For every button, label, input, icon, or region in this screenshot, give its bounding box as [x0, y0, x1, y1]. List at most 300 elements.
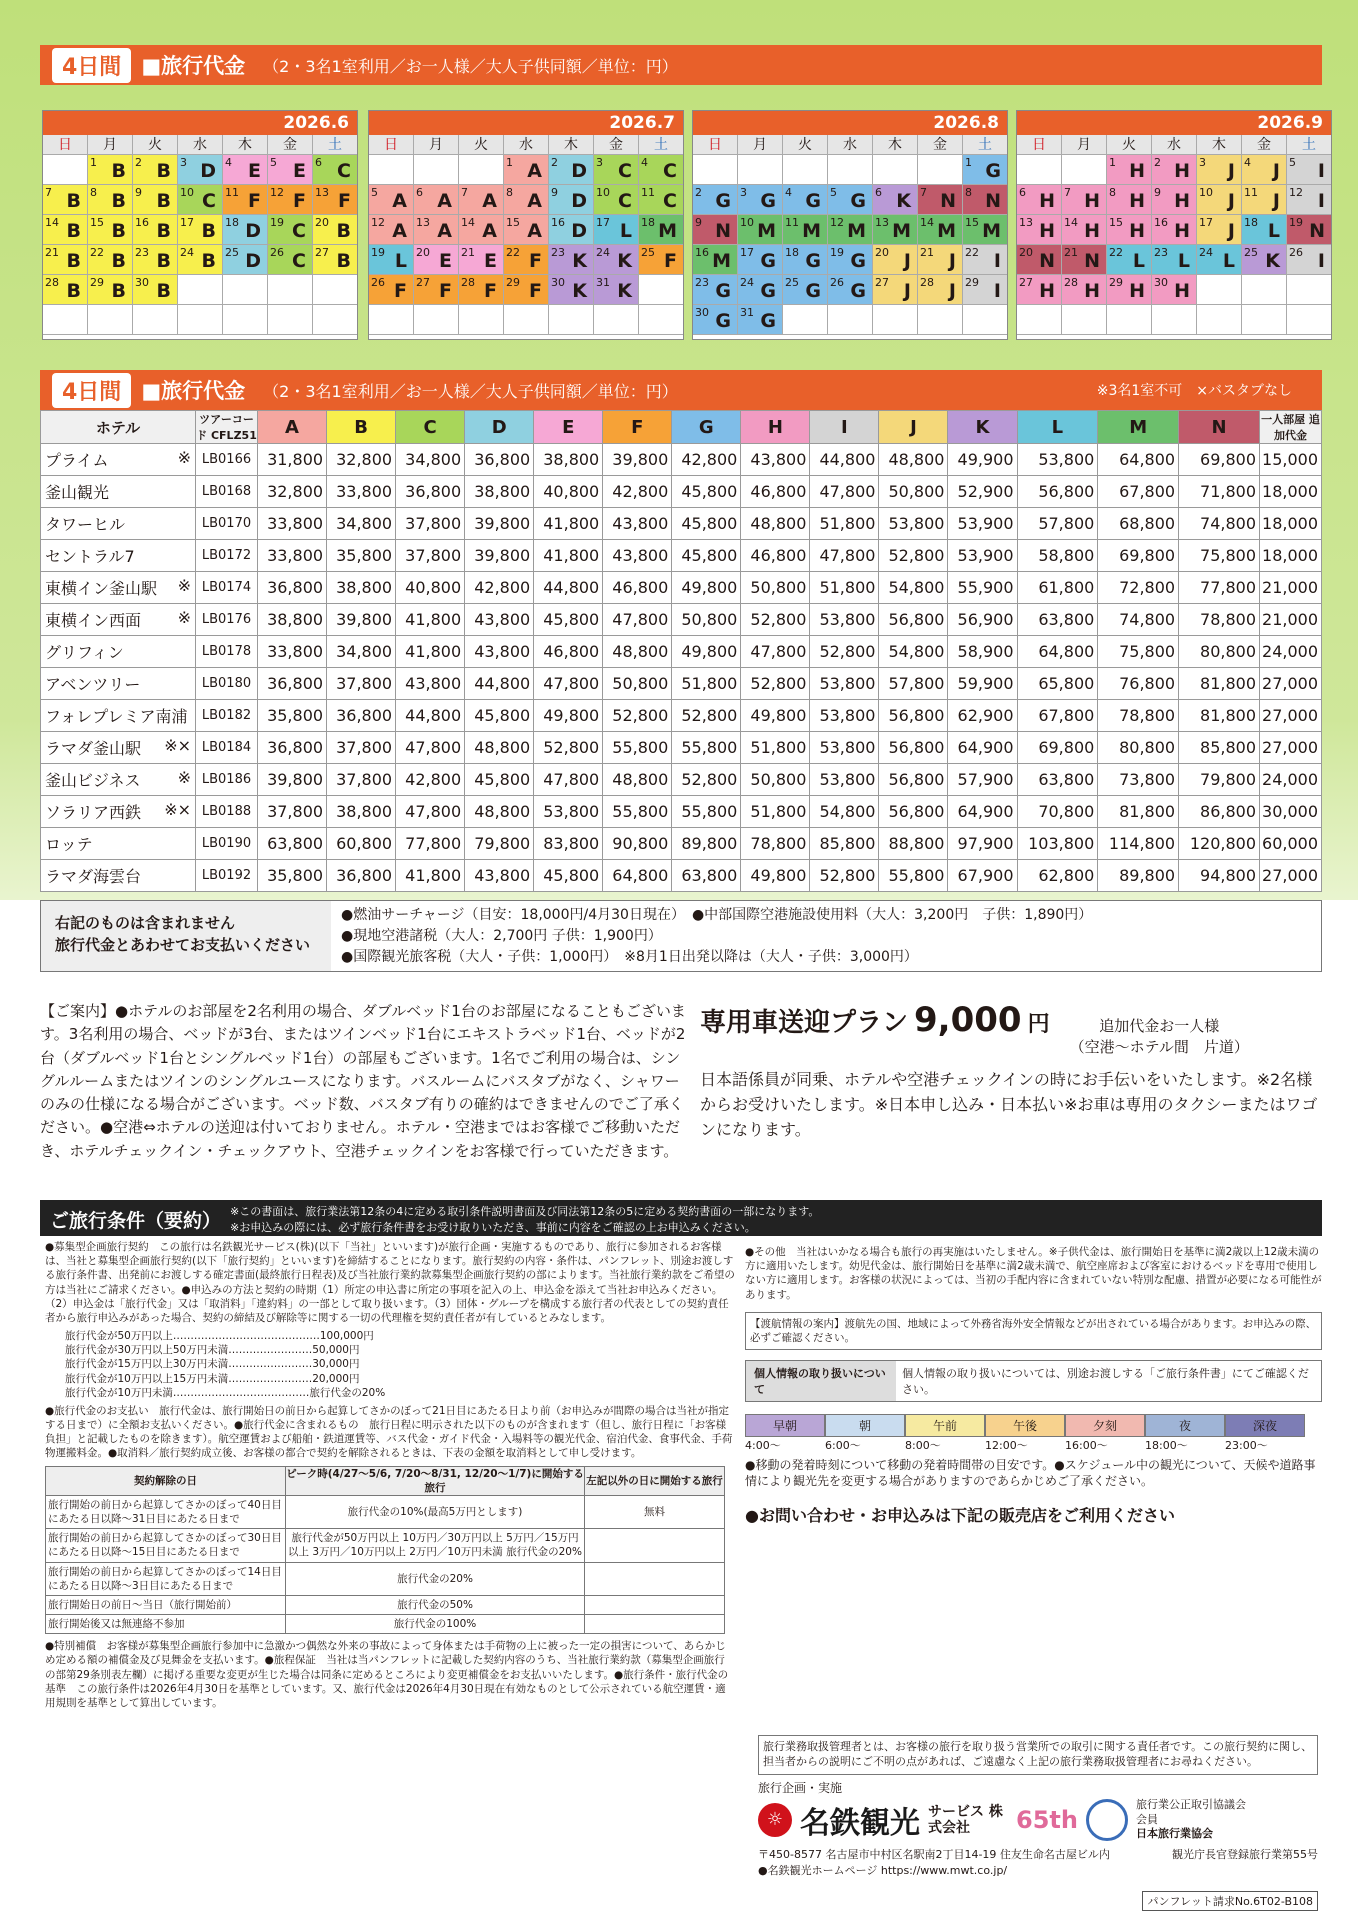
time-segment: 夜 — [1145, 1414, 1225, 1437]
day-number: 27 — [1019, 276, 1033, 289]
calendar-day — [1197, 215, 1242, 245]
day-number: 26 — [830, 276, 844, 289]
tour-code: LB0174 — [196, 572, 258, 604]
price-rank: G — [715, 280, 731, 302]
day-number: 21 — [920, 246, 934, 259]
price-rank: H — [1129, 160, 1145, 182]
calendar-day — [783, 305, 828, 335]
other-text: ●その他 当社はいかなる場合も旅行の再実施はいたしません。※子供代金は、旅行開始日を基準に満2歳以上12歳未満の方に適用いたします。幼児代金は、旅行開始日を基準に満2歳未満で、航空座席および客室におけるベッドを専用で使用しない方に適用します。お客様の状況によっては、当初の手配内容に含まれていない特別な配慮、措置が必要になる可能性があります。 — [745, 1246, 1322, 1301]
conditions-note-2: ※お申込みの際には、必ず旅行条件書をお受け取りいただき、事前に内容をご確認の上お申込みください。 — [230, 1221, 756, 1234]
day-number: 16 — [551, 216, 565, 229]
price-cell: 78,800 — [1179, 604, 1260, 636]
calendar-title: 2026.6 — [43, 111, 357, 135]
price-cell: 48,800 — [879, 444, 948, 476]
calendar-day — [43, 155, 88, 185]
day-number: 21 — [45, 246, 59, 259]
time-segment: 朝 — [825, 1414, 905, 1437]
tour-code: LB0178 — [196, 636, 258, 668]
calendar-day — [783, 185, 828, 215]
price-rank: J — [903, 250, 911, 272]
price-cell: 52,800 — [741, 604, 810, 636]
calendar-month — [42, 110, 358, 340]
calendar-day — [1242, 305, 1287, 335]
price-rank: A — [437, 220, 452, 242]
price-cell: 18,000 — [1260, 540, 1322, 572]
price-cell: 120,800 — [1179, 828, 1260, 860]
rank-header: G — [672, 411, 741, 444]
price-cell: 73,800 — [1098, 764, 1179, 796]
price-rank: D — [571, 190, 587, 212]
price-cell: 45,800 — [465, 764, 534, 796]
day-number: 9 — [135, 186, 142, 199]
day-number: 9 — [1154, 186, 1161, 199]
price-cell: 36,800 — [396, 476, 465, 508]
day-number: 29 — [506, 276, 520, 289]
deposit-item: 旅行代金が50万円以上……………………………………100,000円 — [65, 1330, 374, 1343]
price-rank: N — [1084, 250, 1100, 272]
calendar-day — [223, 185, 268, 215]
contact-text: ●お問い合わせ・お申込みは下記の販売店をご利用ください — [745, 1506, 1175, 1526]
calendar-day — [828, 275, 873, 305]
calendar-day — [549, 245, 594, 275]
time-ticks — [745, 1437, 1305, 1453]
price-rank: K — [617, 250, 632, 272]
price-rank: F — [293, 190, 306, 212]
banner-subtitle: （2・3名1室利用／お一人様／大人子供同額／単位：円） — [263, 381, 678, 401]
calendar-day — [313, 185, 357, 215]
plan-yen: 円 — [1027, 1012, 1050, 1037]
hotel-cell — [41, 828, 196, 860]
agent-website[interactable]: ●名鉄観光ホームページ https://www.mwt.co.jp/ — [758, 1863, 1008, 1877]
day-number: 28 — [461, 276, 475, 289]
cancel-cell — [585, 1595, 725, 1614]
price-rank: E — [293, 160, 306, 182]
day-number: 3 — [740, 186, 747, 199]
price-cell: 75,800 — [1098, 636, 1179, 668]
calendar-day — [369, 275, 414, 305]
calendar-day — [459, 245, 504, 275]
calendar-day — [963, 275, 1007, 305]
calendar-day — [783, 155, 828, 185]
single-supplement-header: 一人部屋 追加代金 — [1260, 411, 1322, 444]
price-cell: 50,800 — [741, 764, 810, 796]
hotel-mark: ※ — [177, 768, 191, 787]
price-cell: 69,800 — [1017, 732, 1098, 764]
price-cell: 33,800 — [258, 540, 327, 572]
price-rank: J — [1227, 190, 1235, 212]
price-cell: 62,900 — [948, 700, 1017, 732]
price-cell: 42,800 — [603, 476, 672, 508]
transfer-plan — [700, 1000, 1320, 1142]
day-number: 12 — [371, 216, 385, 229]
calendar-day — [594, 275, 639, 305]
rank-header: D — [465, 411, 534, 444]
hotel-cell — [41, 444, 196, 476]
price-cell: 46,800 — [534, 636, 603, 668]
price-rank: A — [392, 190, 407, 212]
price-cell: 37,800 — [396, 540, 465, 572]
hotel-cell — [41, 732, 196, 764]
calendar-day — [828, 215, 873, 245]
day-number: 29 — [965, 276, 979, 289]
calendar-day — [828, 305, 873, 335]
price-cell: 35,800 — [258, 700, 327, 732]
price-cell: 53,800 — [810, 732, 879, 764]
day-number: 16 — [135, 216, 149, 229]
price-cell: 55,800 — [879, 860, 948, 892]
table-row — [41, 700, 1322, 732]
weekday-label: 火 — [459, 135, 504, 155]
calendar-day — [268, 305, 313, 335]
weekday-label: 水 — [1152, 135, 1197, 155]
exclusion-item: ●現地空港諸税（大人：2,700円 子供：1,900円） — [341, 928, 662, 944]
price-cell: 57,800 — [879, 668, 948, 700]
day-number: 11 — [785, 216, 799, 229]
price-rank: B — [66, 280, 81, 302]
price-rank: A — [392, 220, 407, 242]
price-cell: 34,800 — [327, 508, 396, 540]
calendar-day — [918, 275, 963, 305]
calendar-day — [504, 275, 549, 305]
calendar-day — [1107, 275, 1152, 305]
tour-code: LB0188 — [196, 796, 258, 828]
price-cell: 47,800 — [810, 476, 879, 508]
day-number: 1 — [965, 156, 972, 169]
days-tag: 4日間 — [52, 48, 131, 83]
price-rank: I — [993, 250, 1001, 272]
calendar-day — [1062, 245, 1107, 275]
weekday-label: 土 — [313, 135, 357, 155]
price-rank: B — [201, 220, 216, 242]
day-number: 9 — [551, 186, 558, 199]
exclusion-item: ●国際観光旅客税（大人・子供：1,000円） ※8月1日出発以降は（大人・子供：3,000円） — [341, 949, 918, 965]
price-rank: H — [1084, 190, 1100, 212]
day-number: 2 — [551, 156, 558, 169]
price-rank: A — [527, 160, 542, 182]
price-cell: 45,800 — [534, 604, 603, 636]
price-cell: 64,900 — [948, 732, 1017, 764]
rank-header: F — [603, 411, 672, 444]
calendar-day — [963, 185, 1007, 215]
weekday-label: 金 — [918, 135, 963, 155]
price-cell: 77,800 — [396, 828, 465, 860]
time-tick: 8:00〜 — [905, 1439, 941, 1453]
price-rank: A — [482, 190, 497, 212]
calendar-day — [963, 155, 1007, 185]
rank-header: E — [534, 411, 603, 444]
price-cell: 24,000 — [1260, 636, 1322, 668]
price-cell: 48,800 — [465, 732, 534, 764]
tour-code: LB0168 — [196, 476, 258, 508]
calendar-day — [133, 275, 178, 305]
price-cell: 51,800 — [810, 508, 879, 540]
calendar-day — [639, 275, 683, 305]
calendar-day — [963, 245, 1007, 275]
time-segment: 夕刻 — [1065, 1414, 1145, 1437]
price-rank: L — [619, 220, 632, 242]
tour-code: LB0172 — [196, 540, 258, 572]
price-cell: 48,800 — [603, 764, 672, 796]
price-cell: 41,800 — [396, 860, 465, 892]
calendar-day — [133, 155, 178, 185]
calendar-day — [963, 215, 1007, 245]
price-rank: B — [66, 250, 81, 272]
price-rank: H — [1084, 280, 1100, 302]
hotel-mark: ※× — [164, 800, 191, 819]
hotel-name: アベンツリー — [45, 675, 141, 694]
calendar-day — [639, 185, 683, 215]
price-cell: 39,800 — [258, 764, 327, 796]
calendar-title: 2026.9 — [1017, 111, 1331, 135]
price-cell: 45,800 — [672, 540, 741, 572]
agent-notice: 旅行業務取扱管理者とは、お客様の旅行を取り扱う営業所での取引に関する責任者です。この旅行契約に関し、担当者からの説明にご不明の点があれば、ご遠慮なく上記の旅行業務取扱管理者にお尋ねください。 — [758, 1735, 1318, 1775]
day-number: 26 — [270, 246, 284, 259]
banner-note: ※3名1室不可 ×バスタブなし — [1096, 383, 1292, 399]
price-cell: 63,800 — [672, 860, 741, 892]
exclusions-box — [40, 900, 1322, 972]
day-number: 28 — [45, 276, 59, 289]
time-tick: 4:00〜 — [745, 1439, 781, 1453]
day-number: 6 — [875, 186, 882, 199]
day-number: 15 — [506, 216, 520, 229]
price-rank: G — [850, 280, 866, 302]
price-cell: 48,800 — [465, 796, 534, 828]
calendar-day — [639, 155, 683, 185]
calendar-day — [504, 305, 549, 335]
price-cell: 43,800 — [603, 508, 672, 540]
weekday-label: 日 — [369, 135, 414, 155]
calendar-day — [1107, 245, 1152, 275]
calendar-day — [1107, 305, 1152, 335]
price-rank: H — [1174, 280, 1190, 302]
hotel-cell — [41, 860, 196, 892]
price-rank: B — [336, 220, 351, 242]
price-cell: 38,800 — [534, 444, 603, 476]
cancel-head: 契約解除の日 — [46, 1466, 286, 1495]
day-number: 7 — [461, 186, 468, 199]
price-cell: 81,800 — [1179, 700, 1260, 732]
price-cell: 51,800 — [810, 572, 879, 604]
time-tick: 16:00〜 — [1065, 1439, 1108, 1453]
price-cell: 78,800 — [1098, 700, 1179, 732]
price-cell: 21,000 — [1260, 572, 1322, 604]
price-rank: N — [1039, 250, 1055, 272]
price-cell: 15,000 — [1260, 444, 1322, 476]
calendar-day — [1062, 215, 1107, 245]
tour-code: LB0186 — [196, 764, 258, 796]
price-rank: F — [394, 280, 407, 302]
day-number: 6 — [1019, 186, 1026, 199]
time-tick: 23:00〜 — [1225, 1439, 1268, 1453]
price-cell: 56,800 — [879, 732, 948, 764]
calendar-day — [459, 275, 504, 305]
calendar-day — [738, 305, 783, 335]
price-cell: 48,800 — [603, 636, 672, 668]
price-cell: 50,800 — [879, 476, 948, 508]
price-cell: 43,800 — [603, 540, 672, 572]
price-cell: 77,800 — [1179, 572, 1260, 604]
price-rank: H — [1129, 280, 1145, 302]
conditions-note-1: ※この書面は、旅行業法第12条の4に定める取引条件説明書面及び同法第12条の5に定める契約書面の一部になります。 — [230, 1205, 820, 1218]
price-cell: 52,800 — [534, 732, 603, 764]
time-tick: 18:00〜 — [1145, 1439, 1188, 1453]
calendar-day — [268, 215, 313, 245]
day-number: 20 — [416, 246, 430, 259]
price-rank: B — [111, 190, 126, 212]
weekday-label: 木 — [1197, 135, 1242, 155]
price-rank: N — [715, 220, 731, 242]
price-rank: F — [439, 280, 452, 302]
calendar-day — [1197, 275, 1242, 305]
weekday-label: 土 — [639, 135, 683, 155]
price-cell: 49,800 — [741, 860, 810, 892]
price-rank: J — [1272, 160, 1280, 182]
table-row — [41, 796, 1322, 828]
price-cell: 32,800 — [258, 476, 327, 508]
hotel-cell — [41, 604, 196, 636]
day-number: 22 — [506, 246, 520, 259]
price-rank: E — [439, 250, 452, 272]
day-number: 17 — [180, 216, 194, 229]
table-row — [41, 444, 1322, 476]
price-rank: I — [1317, 250, 1325, 272]
price-cell: 56,800 — [1017, 476, 1098, 508]
price-cell: 44,800 — [534, 572, 603, 604]
price-cell: 49,800 — [672, 572, 741, 604]
price-rank: N — [1309, 220, 1325, 242]
calendar-day — [43, 215, 88, 245]
day-number: 11 — [641, 186, 655, 199]
calendar-day — [693, 305, 738, 335]
price-rank: G — [850, 250, 866, 272]
time-segment: 午前 — [905, 1414, 985, 1437]
weekday-label: 木 — [223, 135, 268, 155]
calendar-day — [738, 155, 783, 185]
price-cell: 86,800 — [1179, 796, 1260, 828]
hotel-name: セントラル7 — [45, 547, 135, 566]
calendar-day — [873, 215, 918, 245]
price-cell: 72,800 — [1098, 572, 1179, 604]
day-number: 20 — [315, 216, 329, 229]
day-number: 7 — [1064, 186, 1071, 199]
price-rank: J — [1227, 220, 1235, 242]
cancel-cell: 旅行代金の100% — [286, 1615, 585, 1634]
price-cell: 44,800 — [810, 444, 879, 476]
price-cell: 33,800 — [258, 636, 327, 668]
price-rank: K — [617, 280, 632, 302]
day-number: 30 — [695, 306, 709, 319]
price-cell: 37,800 — [258, 796, 327, 828]
calendar-day — [313, 275, 357, 305]
table-row — [41, 508, 1322, 540]
price-rank: A — [527, 220, 542, 242]
price-cell: 55,800 — [672, 732, 741, 764]
day-number: 23 — [1154, 246, 1168, 259]
time-segment: 深夜 — [1225, 1414, 1305, 1437]
days-tag: 4日間 — [52, 373, 131, 408]
cancel-cell — [585, 1562, 725, 1595]
price-rank: B — [156, 280, 171, 302]
price-rank: D — [245, 250, 261, 272]
price-rank: H — [1039, 190, 1055, 212]
price-cell: 60,000 — [1260, 828, 1322, 860]
calendar-day — [43, 275, 88, 305]
price-cell: 41,800 — [534, 540, 603, 572]
price-cell: 40,800 — [396, 572, 465, 604]
price-cell: 83,800 — [534, 828, 603, 860]
price-rank: M — [847, 220, 866, 242]
calendar-day — [1062, 305, 1107, 335]
cancel-cell — [585, 1529, 725, 1562]
calendar-day — [1287, 305, 1331, 335]
price-rank: H — [1174, 190, 1190, 212]
calendar-title: 2026.8 — [693, 111, 1007, 135]
day-number: 31 — [740, 306, 754, 319]
calendar-day — [178, 155, 223, 185]
exclusions-list — [341, 905, 1092, 968]
price-cell: 44,800 — [465, 668, 534, 700]
day-number: 1 — [1109, 156, 1116, 169]
cancel-cell: 旅行開始日の前日〜当日（旅行開始前） — [46, 1595, 286, 1614]
day-number: 8 — [1109, 186, 1116, 199]
day-number: 18 — [785, 246, 799, 259]
deposit-item: 旅行代金が15万円以上30万円未満……………………30,000円 — [65, 1358, 360, 1371]
price-cell: 36,800 — [258, 668, 327, 700]
cancel-table — [45, 1466, 725, 1635]
price-cell: 36,800 — [465, 444, 534, 476]
hotel-cell — [41, 668, 196, 700]
safety-text: 【渡航情報の案内】渡航先の国、地域によって外務省海外安全情報などが出されている場合があります。お申込みの際、必ずご確認ください。 — [745, 1312, 1322, 1350]
price-cell: 52,900 — [948, 476, 1017, 508]
day-number: 12 — [1289, 186, 1303, 199]
day-number: 13 — [875, 216, 889, 229]
price-cell: 27,000 — [1260, 668, 1322, 700]
day-number: 25 — [641, 246, 655, 259]
price-rank: J — [948, 280, 956, 302]
cancel-row — [46, 1562, 725, 1595]
price-cell: 68,800 — [1098, 508, 1179, 540]
calendar-day — [738, 275, 783, 305]
price-cell: 53,800 — [810, 700, 879, 732]
price-rank: C — [292, 250, 306, 272]
exclusions-label-2: 旅行代金とあわせてお支払いください — [55, 935, 311, 954]
calendar-day — [414, 185, 459, 215]
price-cell: 43,800 — [396, 668, 465, 700]
code-header: ツアーコード CFLZ51 — [196, 411, 258, 444]
day-number: 23 — [135, 246, 149, 259]
cancel-cell: 旅行開始の前日から起算してさかのぼって40日目にあたる日以降〜31日目にあたる日まで — [46, 1495, 286, 1528]
price-cell: 36,800 — [258, 732, 327, 764]
weekday-label: 土 — [963, 135, 1007, 155]
calendar-day — [504, 215, 549, 245]
price-rank: K — [572, 250, 587, 272]
price-cell: 85,800 — [1179, 732, 1260, 764]
calendar-month — [1016, 110, 1332, 340]
price-rank: K — [1265, 250, 1280, 272]
calendar-day — [178, 185, 223, 215]
price-rank: A — [437, 190, 452, 212]
price-cell: 44,800 — [396, 700, 465, 732]
time-notes: ●移動の発着時刻について移動の発着時間帯の目安です。●スケジュール中の観光について、天候や道路事情により観光先を変更する場合がありますのであらかじめご了承ください。 — [745, 1458, 1316, 1489]
hotel-name: ラマダ釜山駅 — [45, 739, 142, 758]
price-rank: G — [850, 190, 866, 212]
price-banner-table — [40, 370, 1322, 410]
calendar-day — [369, 155, 414, 185]
price-cell: 38,800 — [327, 796, 396, 828]
price-rank: G — [760, 280, 776, 302]
price-cell: 52,800 — [741, 668, 810, 700]
day-number: 1 — [90, 156, 97, 169]
